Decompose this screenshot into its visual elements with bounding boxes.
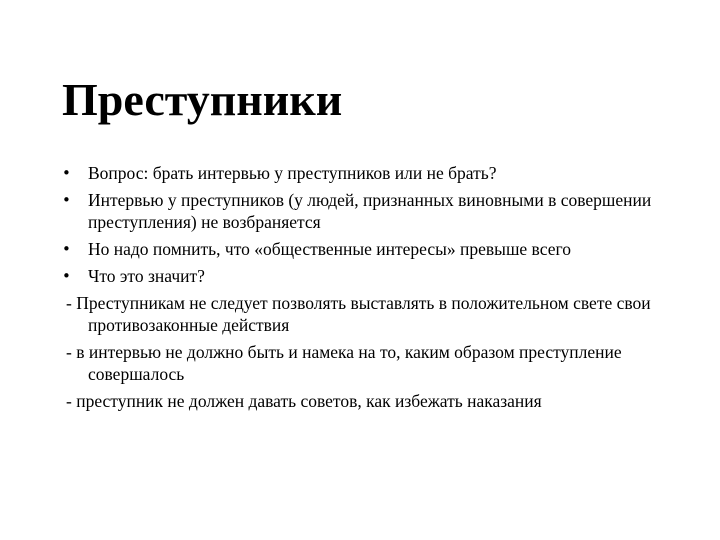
sub-item: - преступник не должен давать советов, как избежать наказания [66,391,542,411]
bullet-item [62,189,662,233]
bullet-item [62,162,662,184]
bullet-item [62,265,662,287]
sub-item: - Преступникам не следует позволять выставлять в положительном свете свои противозаконные действия [66,293,651,335]
sub-item: - в интервью не должно быть и намека на то, каким образом преступление совершалось [66,342,622,384]
bullet-item [62,238,662,260]
bullet-marker: • [62,191,71,209]
bullet-text: Интервью у преступников (у людей, признанных виновными в совершении преступления) не возбраняется [88,190,652,232]
bullet-text: Что это значит? [88,266,205,286]
slide-title: Преступники [62,74,343,125]
bullet-marker: • [62,267,71,285]
bullet-marker: • [62,164,71,182]
slide-body [62,162,662,417]
bullet-text: Вопрос: брать интервью у преступников или не брать? [88,163,497,183]
bullet-text: Но надо помнить, что «общественные интересы» превыше всего [88,239,571,259]
bullet-marker: • [62,240,71,258]
